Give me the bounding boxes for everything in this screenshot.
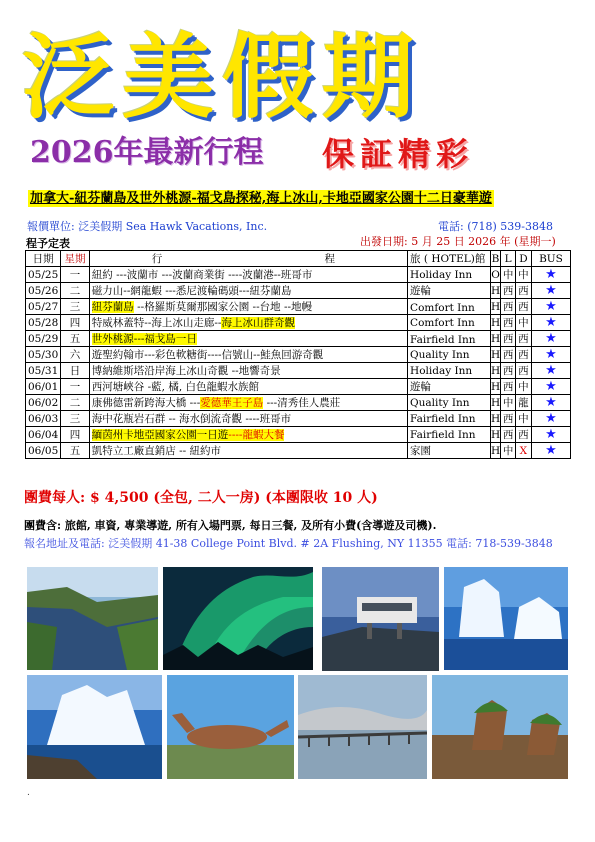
row-lunch: 西 <box>501 347 515 363</box>
row-lunch: 西 <box>501 283 515 299</box>
row-hotel: Quality Inn <box>408 347 491 363</box>
row-hotel: Holiday Inn <box>408 267 491 283</box>
row-dinner: 中 <box>515 267 531 283</box>
page-dot: . <box>27 788 30 798</box>
header-d: D <box>515 251 531 267</box>
header-route <box>89 251 407 267</box>
iceberg-kayak-photo <box>27 675 162 779</box>
route-after: ---清秀佳人農莊 <box>263 397 341 409</box>
row-weekday: 日 <box>61 363 90 379</box>
fogo-inn-photo <box>322 567 439 671</box>
table-row <box>26 299 571 315</box>
row-hotel: Fairfield Inn <box>408 411 491 427</box>
itinerary-label: 程予定表 <box>26 237 70 250</box>
row-date: 05/26 <box>26 283 61 299</box>
route-highlight: 海上冰山群奇觀 <box>221 317 295 329</box>
slogan: 保証精彩 <box>322 135 475 173</box>
row-bus <box>531 299 570 315</box>
table-row <box>26 363 571 379</box>
iceberg-photo <box>444 567 568 670</box>
schedule-table <box>25 250 571 459</box>
row-hotel: Comfort Inn <box>408 299 491 315</box>
row-breakfast: H <box>490 300 501 313</box>
row-dinner: 中 <box>515 411 531 427</box>
row-lunch: 中 <box>501 267 515 283</box>
row-route: 遊聖約翰市---彩色軟糖街----信號山--鮭魚回游奇觀 <box>89 347 407 363</box>
row-lunch: 中 <box>501 395 515 411</box>
row-lunch: 西 <box>501 427 515 443</box>
row-breakfast: H <box>490 316 501 329</box>
row-weekday: 四 <box>61 427 90 443</box>
row-route <box>89 395 407 411</box>
departure-date: 出發日期: 5 月 25 日 2026 年 (星期一) <box>360 235 556 248</box>
row-breakfast: H <box>490 364 501 377</box>
header-bus: BUS <box>531 251 570 267</box>
row-lunch: 西 <box>501 379 515 395</box>
star-icon: ★ <box>545 314 557 330</box>
row-breakfast: H <box>490 412 501 425</box>
row-hotel: Fairfield Inn <box>408 331 491 347</box>
row-breakfast: O <box>491 268 500 281</box>
row-date: 06/03 <box>26 411 61 427</box>
row-weekday: 五 <box>61 331 90 347</box>
row-bus <box>531 427 570 443</box>
table-row <box>26 347 571 363</box>
row-weekday: 三 <box>61 411 90 427</box>
table-header-row <box>26 251 571 267</box>
row-date: 05/30 <box>26 347 61 363</box>
star-icon: ★ <box>545 330 557 346</box>
row-route: 紐約 ---波蘭市 ---波蘭商業街 ----波蘭港--班哥市 <box>89 267 407 283</box>
row-route: 海中花瓶岩石群 -- 海水倒流奇觀 ----班哥市 <box>89 411 407 427</box>
row-route: 磁力山--網龍蝦 ---悉尼渡輪碼頭---紐芬蘭島 <box>89 283 407 299</box>
phone-line: 電話: (718) 539-3848 <box>438 220 553 233</box>
route-highlight: 緬茵州卡地亞國家公園一日遊 <box>91 429 229 441</box>
row-bus <box>531 411 570 427</box>
flowerpot-rocks-photo <box>432 675 568 779</box>
table-row <box>26 443 571 459</box>
header-l: L <box>501 251 515 267</box>
row-breakfast: H <box>490 284 501 297</box>
route-island: 愛德華王子島 <box>200 397 264 409</box>
row-route: 西河塘峽谷 -藍, 橘, 白色龍蝦水族館 <box>89 379 407 395</box>
row-lunch: 西 <box>501 331 515 347</box>
row-weekday: 二 <box>61 283 90 299</box>
row-date: 05/31 <box>26 363 61 379</box>
star-icon: ★ <box>545 298 557 314</box>
row-date: 05/27 <box>26 299 61 315</box>
star-icon: ★ <box>545 266 557 282</box>
price-line: 團費每人: $ 4,500 (全包, 二人一房) (本團限收 10 人) <box>24 490 378 506</box>
header-b: B <box>491 252 500 265</box>
row-date: 05/25 <box>26 267 61 283</box>
row-weekday: 五 <box>61 443 90 459</box>
route-highlight: 世外桃源---福戈島一日 <box>91 333 197 345</box>
route-text: 康佛德雷新跨海大橋 --- <box>91 397 201 409</box>
row-lunch: 西 <box>501 315 515 331</box>
row-bus <box>531 267 570 283</box>
route-lobster: ----龍蝦大餐 <box>228 429 285 441</box>
table-row <box>26 267 571 283</box>
includes-line: 團費含: 旅館, 車資, 專業導遊, 所有入場門票, 每日三餐, 及所有小費(含導遊及司機). <box>24 519 437 532</box>
row-route: 凱特立工廠直銷店 -- 紐約市 <box>89 443 407 459</box>
table-row <box>26 315 571 331</box>
bridge-photo <box>298 675 427 779</box>
header-hotel: 旅 ( HOTEL)館 <box>408 251 491 267</box>
tour-name: 加拿大-紐芬蘭島及世外桃源-福戈島探秘,海上冰山,卡地亞國家公園十二日豪華遊 <box>30 191 492 206</box>
row-hotel: Fairfield Inn <box>408 427 491 443</box>
table-row <box>26 395 571 411</box>
row-route <box>89 315 407 331</box>
row-weekday: 六 <box>61 347 90 363</box>
star-icon: ★ <box>545 442 557 458</box>
row-route: 博納維斯塔沿岸海上冰山奇觀 --地響奇景 <box>89 363 407 379</box>
row-dinner: 中 <box>515 379 531 395</box>
route-rest: --格羅斯莫爾那國家公園 --台地 --地幔 <box>133 301 313 313</box>
row-route <box>89 299 407 315</box>
row-bus <box>531 443 570 459</box>
star-icon: ★ <box>545 346 557 362</box>
row-hotel: Quality Inn <box>408 395 491 411</box>
row-breakfast: H <box>490 444 501 457</box>
star-icon: ★ <box>545 394 557 410</box>
row-bus <box>531 331 570 347</box>
row-bus <box>531 315 570 331</box>
row-breakfast: H <box>490 348 501 361</box>
row-breakfast: H <box>490 380 501 393</box>
header-weekday: 星期 <box>61 251 90 267</box>
table-row <box>26 331 571 347</box>
table-row <box>26 411 571 427</box>
route-text: 特威林蓋特--海上冰山走廊-- <box>91 317 222 329</box>
row-date: 06/05 <box>26 443 61 459</box>
row-hotel: Comfort Inn <box>408 315 491 331</box>
row-hotel: Holiday Inn <box>408 363 491 379</box>
row-date: 06/01 <box>26 379 61 395</box>
star-icon: ★ <box>545 410 557 426</box>
table-row <box>26 283 571 299</box>
row-lunch: 西 <box>501 299 515 315</box>
row-date: 06/02 <box>26 395 61 411</box>
row-bus <box>531 283 570 299</box>
row-bus <box>531 379 570 395</box>
row-date: 05/29 <box>26 331 61 347</box>
row-route <box>89 331 407 347</box>
agency-line: 報價單位: 泛美假期 Sea Hawk Vacations, Inc. <box>27 220 268 233</box>
row-bus <box>531 395 570 411</box>
row-date: 06/04 <box>26 427 61 443</box>
row-dinner: 中 <box>515 315 531 331</box>
row-hotel: 家園 <box>408 443 491 459</box>
row-bus <box>531 347 570 363</box>
contact-line: 報名地址及電話: 泛美假期 41-38 College Point Blvd. # 2A Flushing, NY 11355 電話: 718-539-3848 <box>24 537 553 550</box>
row-dinner: 西 <box>515 283 531 299</box>
row-date: 05/28 <box>26 315 61 331</box>
row-weekday: 四 <box>61 315 90 331</box>
itinerary-year-title: 2026年最新行程 <box>30 135 264 170</box>
lobster-statue-photo <box>167 675 294 779</box>
row-bus <box>531 363 570 379</box>
row-lunch: 西 <box>501 363 515 379</box>
brand-title: 泛美假期 <box>22 24 423 131</box>
row-dinner: 西 <box>515 427 531 443</box>
route-highlight: 紐芬蘭島 <box>91 301 134 313</box>
row-hotel: 遊輪 <box>408 379 491 395</box>
row-route <box>89 427 407 443</box>
star-icon: ★ <box>545 426 557 442</box>
header-route-right: 程 <box>324 253 336 265</box>
row-breakfast: H <box>490 396 501 409</box>
table-row <box>26 427 571 443</box>
aurora-photo <box>163 567 313 670</box>
row-weekday: 二 <box>61 395 90 411</box>
row-hotel: 遊輪 <box>408 283 491 299</box>
fjord-photo <box>27 567 158 670</box>
row-dinner: 西 <box>515 299 531 315</box>
row-weekday: 三 <box>61 299 90 315</box>
row-breakfast: H <box>490 332 501 345</box>
row-lunch: 中 <box>501 443 515 459</box>
row-dinner: 龍 <box>515 395 531 411</box>
row-lunch: 西 <box>501 411 515 427</box>
row-weekday: 一 <box>61 267 90 283</box>
row-dinner: 西 <box>515 363 531 379</box>
header-date: 日期 <box>26 251 61 267</box>
star-icon: ★ <box>545 282 557 298</box>
row-breakfast: H <box>490 428 501 441</box>
row-dinner: X <box>515 443 531 459</box>
header-route-left: 行 <box>151 253 163 265</box>
star-icon: ★ <box>545 378 557 394</box>
row-dinner: 西 <box>515 347 531 363</box>
star-icon: ★ <box>545 362 557 378</box>
table-row <box>26 379 571 395</box>
row-weekday: 一 <box>61 379 90 395</box>
row-dinner: 西 <box>515 331 531 347</box>
